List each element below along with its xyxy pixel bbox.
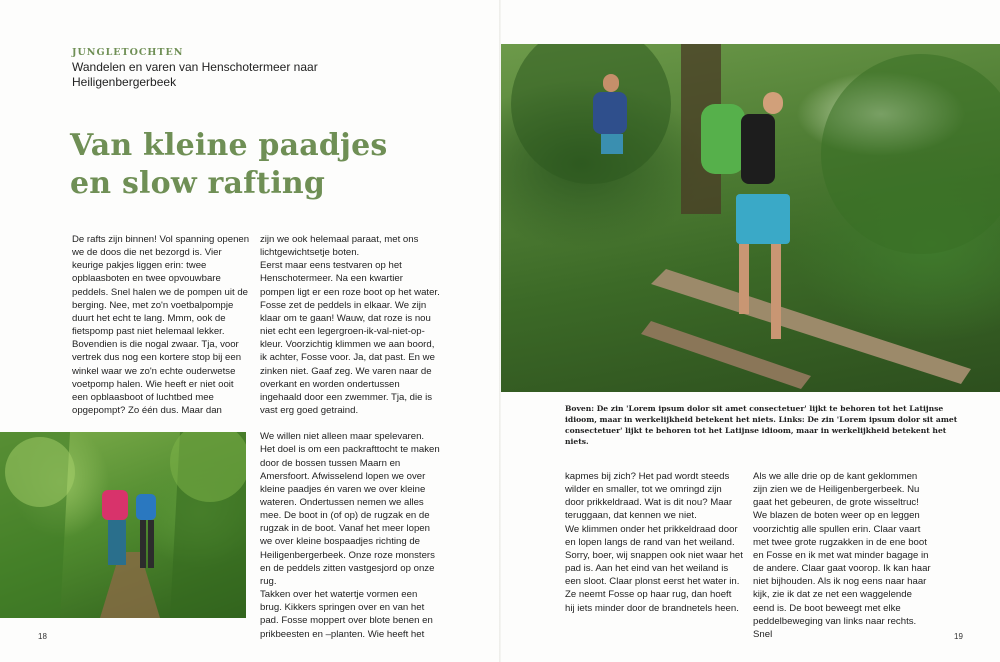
forest-path-illustration <box>0 432 246 618</box>
photo-caption: Boven: De zin 'Lorem ipsum dolor sit amet consectetuer' lijkt te behoren tot het Latijnse idioom, maar in werkelijkheid betekent het niets. Links: De zin 'Lorem ipsum dolor sit amet consectetuer' lijkt te behoren tot het Latijnse idioom, maar in werkelijkheid betekent het niets. <box>565 404 958 446</box>
section-kicker: JUNGLETOCHTEN <box>72 47 184 58</box>
article-headline: Van kleine paadjes en slow rafting <box>70 128 388 201</box>
body-column-2 <box>260 233 440 654</box>
log-crossing-illustration <box>501 44 1000 392</box>
paragraph: zijn we ook helemaal paraat, met ons lichtgewichtsetje boten. Eerst maar eens testvaren op het Henschotermeer. Na een kwartier pompen ligt er een roze boot op het water. Fosse zet de peddels in elkaar. We zijn klaar om te gaan! Wauw, dat roze is nou niet echt een legergroen-ik-val-niet-op-kleur. Voorzichtig klimmen we aan boord, ik achter, Fosse voor. Ja, dat past. En we zinken niet. Gaaf zeg. We varen naar de overkant en worden ondertussen ingehaald door een zwemmer. Tja, die is vast erg goed getraind. <box>260 234 440 417</box>
body-column-1 <box>72 233 250 430</box>
article-subtitle: Wandelen en varen van Henschotermeer naar Heiligenbergerbeek <box>72 60 318 89</box>
paragraph: kapmes bij zich? Het pad wordt steeds wilder en smaller, tot we omringd zijn door prikkeldraad. Wat is dit nou? Maar teruggaan, dat kennen we niet. We klimmen onder het prikkeldraad door en lopen langs de rand van het weiland. Sorry, boer, wij snappen ook niet waar het pad is. Aan het eind van het weiland is een sloot. Claar plonst eerst het water in. Ze neemt Fosse op haar rug, dan hoeft hij iets minder door de brandnetels heen. <box>565 471 743 614</box>
paragraph: Als we alle drie op de kant geklommen zijn zien we de Heiligenbergerbeek. Nu gaat het gebeuren, de grote wisseltruc! We blazen de boten weer op en leggen voorzichtig alle spullen erin. Claar vaart met twee grote rugzakken in de ene boot en Fosse en ik met wat minder bagage in de andere. Claar gaat voorop. Ik kan haar niet bijhouden. Als ik nog eens naar haar kijk, zie ik dat ze net een waggelende eend is. De boot beweegt met elke peddelbeweging van links naar rechts. Snel <box>753 471 931 640</box>
page-number-right: 19 <box>954 632 963 641</box>
paragraph: De rafts zijn binnen! Vol spanning openen we de doos die net bezorgd is. Vier keurige pakjes liggen erin: twee opblaasboten en twee opvouwbare peddels. Snel halen we de pompen uit de berging. Nee, met zo'n voetbalpompje duurt het echt te lang. Mmm, ook de fietspomp past niet helemaal lekker. Bovendien is die nogal zwaar. Tja, voor vertrek dus nog een kortere stop bij een winkel waar we zo'n echte ouderwetse voetpomp halen. Wie heeft er niet ooit een opblaasboot of luchtbed mee opgepompt? Zo één dus. Maar dan <box>72 234 250 417</box>
page-number-left: 18 <box>38 632 47 641</box>
body-column-4 <box>753 470 933 654</box>
photo-forest-hikers <box>0 432 246 618</box>
body-column-3 <box>565 470 743 628</box>
photo-log-crossing <box>501 44 1000 392</box>
paragraph: We willen niet alleen maar spelevaren. Het doel is om een packrafttocht te maken door de bossen tussen Maarn en Amersfoort. Afwisselend lopen we over kleine paadjes én varen we over kleine wateren. Ondertussen nemen we alles mee. De boot in (of op) de rugzak en de rugzak in de boot. Vanaf het meer lopen we over kleine bospaadjes richting de Heiligenbergerbeek. Onze roze monsters en de peddels zitten vastgesjord op onze rug. Takken over het watertje vormen een brug. Kikkers springen over en van het pad. Fosse moppert over blote benen en prikbeesten en –planten. Wie heeft het <box>260 431 440 640</box>
